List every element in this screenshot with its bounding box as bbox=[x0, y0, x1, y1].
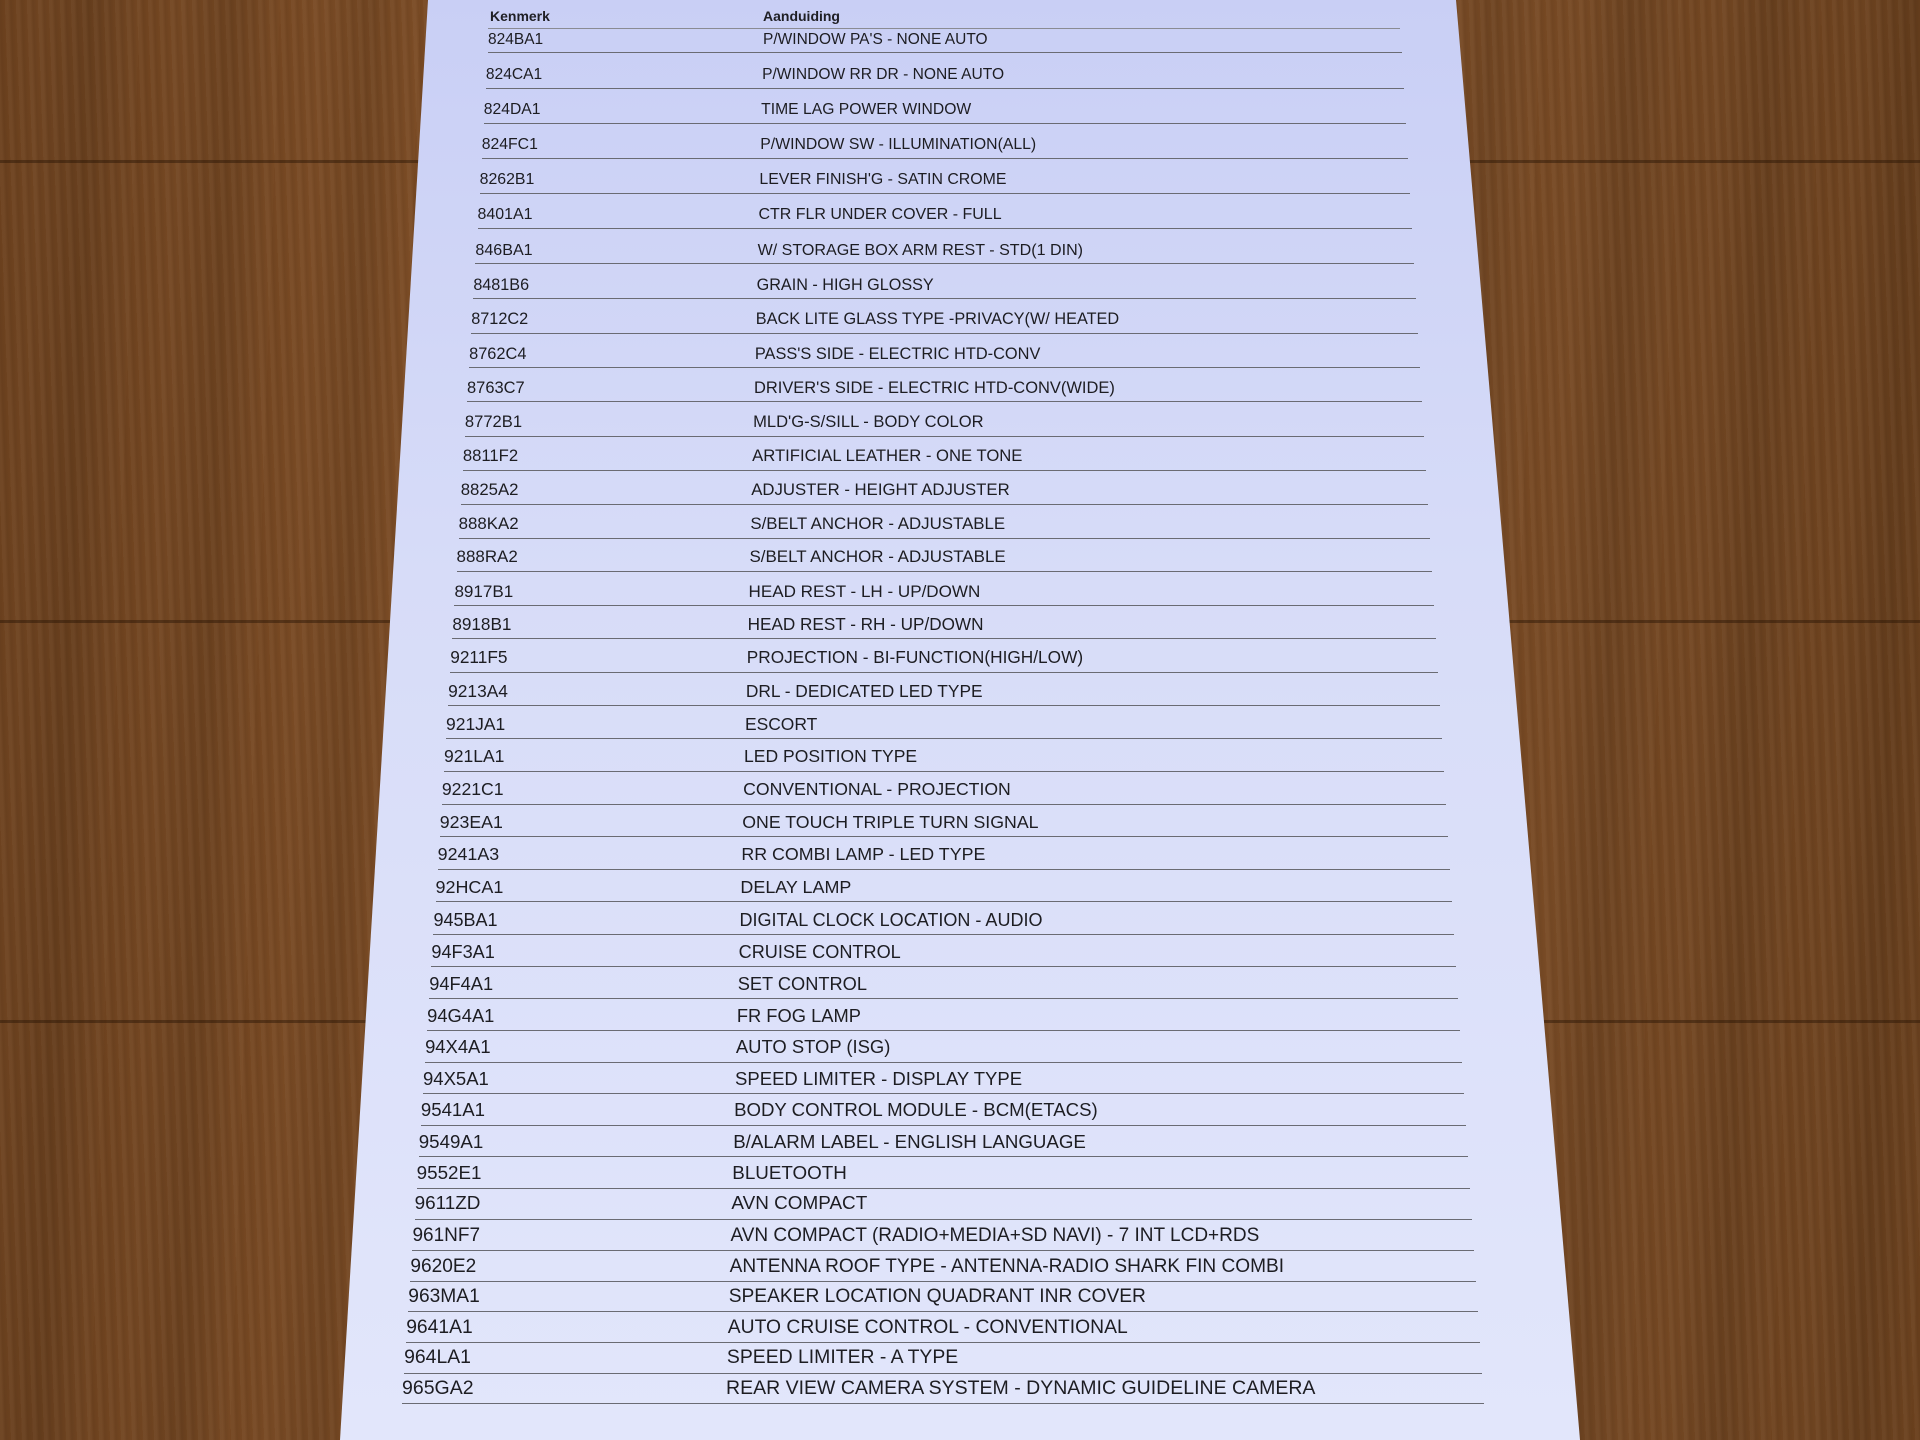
table-row bbox=[438, 837, 1450, 870]
row-description: DRIVER'S SIDE - ELECTRIC HTD-CONV(WIDE) bbox=[753, 378, 1115, 397]
table-row bbox=[450, 641, 1438, 672]
row-code: 8762C4 bbox=[469, 344, 527, 363]
row-code: 94G4A1 bbox=[427, 1004, 495, 1026]
table-row bbox=[444, 740, 1444, 772]
row-description: TIME LAG POWER WINDOW bbox=[761, 101, 972, 119]
row-code: 9641A1 bbox=[406, 1316, 473, 1338]
row-description: GRAIN - HIGH GLOSSY bbox=[756, 275, 934, 294]
row-code: 921LA1 bbox=[443, 746, 505, 767]
row-description: CRUISE CONTROL bbox=[738, 941, 901, 962]
table-row bbox=[461, 475, 1428, 505]
row-code: 824FC1 bbox=[481, 136, 538, 154]
row-description: SPEED LIMITER - DISPLAY TYPE bbox=[735, 1067, 1023, 1089]
row-description: BACK LITE GLASS TYPE -PRIVACY(W/ HEATED bbox=[755, 310, 1120, 329]
row-code: 824BA1 bbox=[488, 30, 544, 48]
row-description: AUTO STOP (ISG) bbox=[735, 1036, 891, 1058]
row-description: ONE TOUCH TRIPLE TURN SIGNAL bbox=[742, 811, 1039, 832]
table-row bbox=[480, 166, 1410, 194]
row-code: 94F3A1 bbox=[431, 941, 495, 962]
row-description: AVN COMPACT (RADIO+MEDIA+SD NAVI) - 7 INT LCD+RDS bbox=[730, 1224, 1260, 1246]
table-row bbox=[446, 707, 1442, 739]
table-row bbox=[440, 805, 1448, 838]
row-code: 8917B1 bbox=[454, 581, 514, 601]
row-description: SET CONTROL bbox=[737, 972, 867, 994]
table-row bbox=[482, 131, 1408, 159]
table-row bbox=[423, 1060, 1464, 1095]
row-code: 846BA1 bbox=[475, 241, 533, 260]
table-row bbox=[421, 1091, 1466, 1126]
row-description: SPEED LIMITER - A TYPE bbox=[726, 1346, 959, 1369]
row-code: 9611ZD bbox=[414, 1192, 481, 1214]
row-description: S/BELT ANCHOR - ADJUSTABLE bbox=[749, 547, 1006, 567]
row-code: 9549A1 bbox=[418, 1130, 484, 1152]
table-row bbox=[459, 508, 1430, 538]
row-code: 9552E1 bbox=[416, 1161, 482, 1183]
row-description: CONVENTIONAL - PROJECTION bbox=[743, 779, 1011, 800]
table-row bbox=[478, 201, 1412, 229]
row-code: 8401A1 bbox=[477, 206, 533, 224]
row-description: PASS'S SIDE - ELECTRIC HTD-CONV bbox=[754, 344, 1041, 363]
row-code: 888RA2 bbox=[456, 547, 518, 567]
row-description: DELAY LAMP bbox=[740, 876, 852, 897]
row-description: S/BELT ANCHOR - ADJUSTABLE bbox=[750, 513, 1006, 533]
table-row bbox=[475, 236, 1414, 264]
row-code: 824DA1 bbox=[483, 101, 541, 119]
row-code: 965GA2 bbox=[402, 1376, 474, 1399]
row-description: W/ STORAGE BOX ARM REST - STD(1 DIN) bbox=[757, 241, 1084, 260]
table-row bbox=[473, 270, 1416, 299]
row-description: P/WINDOW SW - ILLUMINATION(ALL) bbox=[760, 136, 1037, 154]
row-code: 94F4A1 bbox=[429, 972, 494, 994]
table-row bbox=[484, 96, 1406, 123]
row-code: 824CA1 bbox=[485, 65, 543, 83]
row-description: ARTIFICIAL LEATHER - ONE TONE bbox=[752, 446, 1023, 466]
table-row bbox=[463, 441, 1426, 471]
row-description: ADJUSTER - HEIGHT ADJUSTER bbox=[751, 479, 1010, 499]
row-code: 8262B1 bbox=[479, 171, 535, 189]
row-description: DRL - DEDICATED LED TYPE bbox=[745, 680, 983, 701]
row-code: 8763C7 bbox=[467, 378, 525, 397]
table-row bbox=[431, 933, 1456, 967]
row-description: AUTO CRUISE CONTROL - CONVENTIONAL bbox=[727, 1316, 1128, 1338]
table-row bbox=[425, 1028, 1462, 1062]
row-code: 94X5A1 bbox=[422, 1067, 489, 1089]
table-row bbox=[448, 674, 1440, 706]
table-row bbox=[442, 772, 1446, 804]
row-description: RR COMBI LAMP - LED TYPE bbox=[741, 844, 986, 865]
row-code: 961NF7 bbox=[412, 1224, 481, 1246]
row-code: 888KA2 bbox=[458, 513, 519, 533]
row-code: 8712C2 bbox=[471, 310, 529, 329]
row-description: P/WINDOW RR DR - NONE AUTO bbox=[762, 65, 1005, 83]
row-code: 92HCA1 bbox=[435, 876, 504, 897]
row-code: 8811F2 bbox=[462, 446, 519, 466]
row-description: HEAD REST - RH - UP/DOWN bbox=[747, 614, 984, 635]
row-code: 9620E2 bbox=[410, 1255, 477, 1277]
row-code: 9541A1 bbox=[420, 1099, 486, 1121]
row-description: CTR FLR UNDER COVER - FULL bbox=[758, 206, 1002, 224]
row-description: REAR VIEW CAMERA SYSTEM - DYNAMIC GUIDELINE CAMERA bbox=[726, 1376, 1316, 1399]
table-row bbox=[471, 305, 1418, 334]
table-row bbox=[469, 339, 1420, 368]
row-description: LEVER FINISH'G - SATIN CROME bbox=[759, 171, 1007, 189]
table-row bbox=[427, 997, 1460, 1031]
row-code: 8481B6 bbox=[473, 275, 530, 294]
row-code: 945BA1 bbox=[433, 909, 498, 930]
row-description: SPEAKER LOCATION QUADRANT INR COVER bbox=[728, 1286, 1146, 1308]
row-code: 9213A4 bbox=[448, 680, 508, 701]
table-row bbox=[488, 26, 1402, 53]
row-description: ESCORT bbox=[744, 713, 818, 734]
row-code: 8825A2 bbox=[460, 479, 519, 499]
row-description: PROJECTION - BI-FUNCTION(HIGH/LOW) bbox=[746, 647, 1084, 668]
row-description: LED POSITION TYPE bbox=[744, 746, 918, 767]
row-description: AVN COMPACT bbox=[731, 1192, 868, 1214]
table-row bbox=[467, 373, 1422, 402]
row-description: ANTENNA ROOF TYPE - ANTENNA-RADIO SHARK FIN COMBI bbox=[729, 1255, 1285, 1277]
row-code: 9241A3 bbox=[437, 844, 500, 865]
row-description: B/ALARM LABEL - ENGLISH LANGUAGE bbox=[733, 1130, 1086, 1152]
row-description: BLUETOOTH bbox=[732, 1161, 847, 1183]
row-description: MLD'G-S/SILL - BODY COLOR bbox=[753, 412, 984, 432]
row-description: DIGITAL CLOCK LOCATION - AUDIO bbox=[739, 909, 1043, 930]
row-code: 923EA1 bbox=[439, 811, 503, 832]
header-description: Aanduiding bbox=[763, 8, 840, 24]
table-row bbox=[436, 869, 1452, 902]
header-code: Kenmerk bbox=[490, 8, 550, 24]
table-row bbox=[454, 575, 1434, 606]
row-code: 94X4A1 bbox=[425, 1036, 491, 1058]
table-row bbox=[486, 61, 1404, 88]
table-row bbox=[465, 407, 1424, 437]
table-row bbox=[419, 1122, 1468, 1157]
row-description: FR FOG LAMP bbox=[736, 1004, 861, 1026]
table-row bbox=[402, 1367, 1484, 1404]
table-row bbox=[429, 965, 1458, 999]
table-row bbox=[452, 608, 1436, 639]
row-description: P/WINDOW PA'S - NONE AUTO bbox=[763, 30, 988, 48]
table-row bbox=[457, 542, 1432, 573]
row-code: 963MA1 bbox=[408, 1286, 480, 1308]
row-code: 8918B1 bbox=[452, 614, 512, 635]
row-code: 9211F5 bbox=[450, 647, 508, 668]
row-code: 8772B1 bbox=[464, 412, 523, 432]
row-description: HEAD REST - LH - UP/DOWN bbox=[748, 581, 981, 601]
row-description: BODY CONTROL MODULE - BCM(ETACS) bbox=[734, 1099, 1098, 1121]
table-row bbox=[433, 901, 1454, 934]
row-code: 964LA1 bbox=[404, 1346, 471, 1369]
row-code: 921JA1 bbox=[446, 713, 506, 734]
row-code: 9221C1 bbox=[441, 779, 504, 800]
